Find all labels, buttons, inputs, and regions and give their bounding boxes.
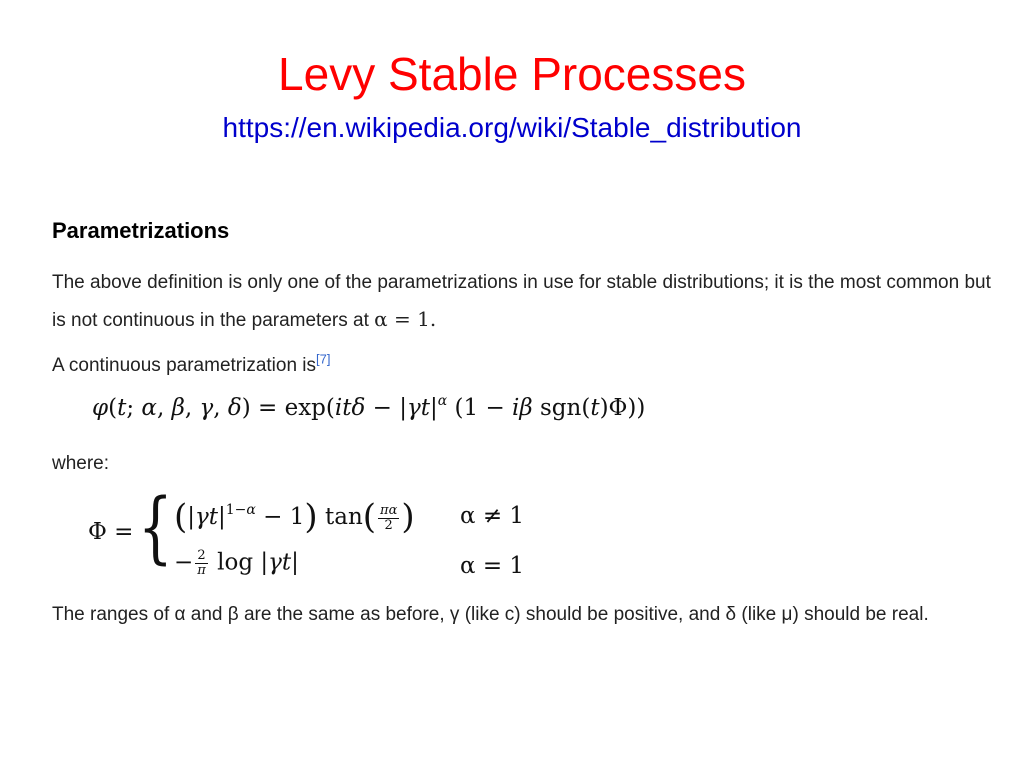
phi-case-1-condition: α ≠ 1 — [460, 503, 525, 529]
left-brace: { — [138, 483, 173, 573]
phi-case-2-condition: α = 1 — [460, 553, 525, 579]
equation-characteristic-function: φ(t; α, β, γ, $\delta) = \exp(it\delta - |\gamma t|^\alpha$ (1 − iβ sgn(t)Φ)) — [92, 393, 646, 421]
paragraph-intro-text: The above definition is only one of the parametrizations in use for stable distributions; it is the most common but is not continuous in the parameters at — [52, 272, 991, 331]
where-label: where: — [52, 453, 110, 474]
source-url: https://en.wikipedia.org/wiki/Stable_distribution — [222, 112, 802, 143]
slide-title: Levy Stable Processes — [278, 48, 746, 100]
inline-math-alpha-equals-one: α = 1. — [374, 307, 437, 331]
paragraph-intro — [52, 265, 992, 339]
reference-link[interactable]: [7] — [316, 351, 331, 367]
phi-lhs: Φ = — [88, 519, 134, 545]
paragraph-continuous — [52, 348, 992, 384]
paragraph-ranges: The ranges of α and β are the same as before, γ (like c) should be positive, and δ (like μ) should be real. — [52, 604, 929, 625]
paragraph-continuous-text: A continuous parametrization is — [52, 355, 317, 376]
section-heading: Parametrizations — [52, 218, 230, 243]
phi-case-2-expression: − $\frac{2}{\pi}$ log |γt| — [174, 548, 299, 578]
phi-case-1-expression: $(|\gamma t|^{1-\alpha} - 1)$ tan( $\frac{\pi\alpha}{2}$ ) — [174, 497, 415, 537]
